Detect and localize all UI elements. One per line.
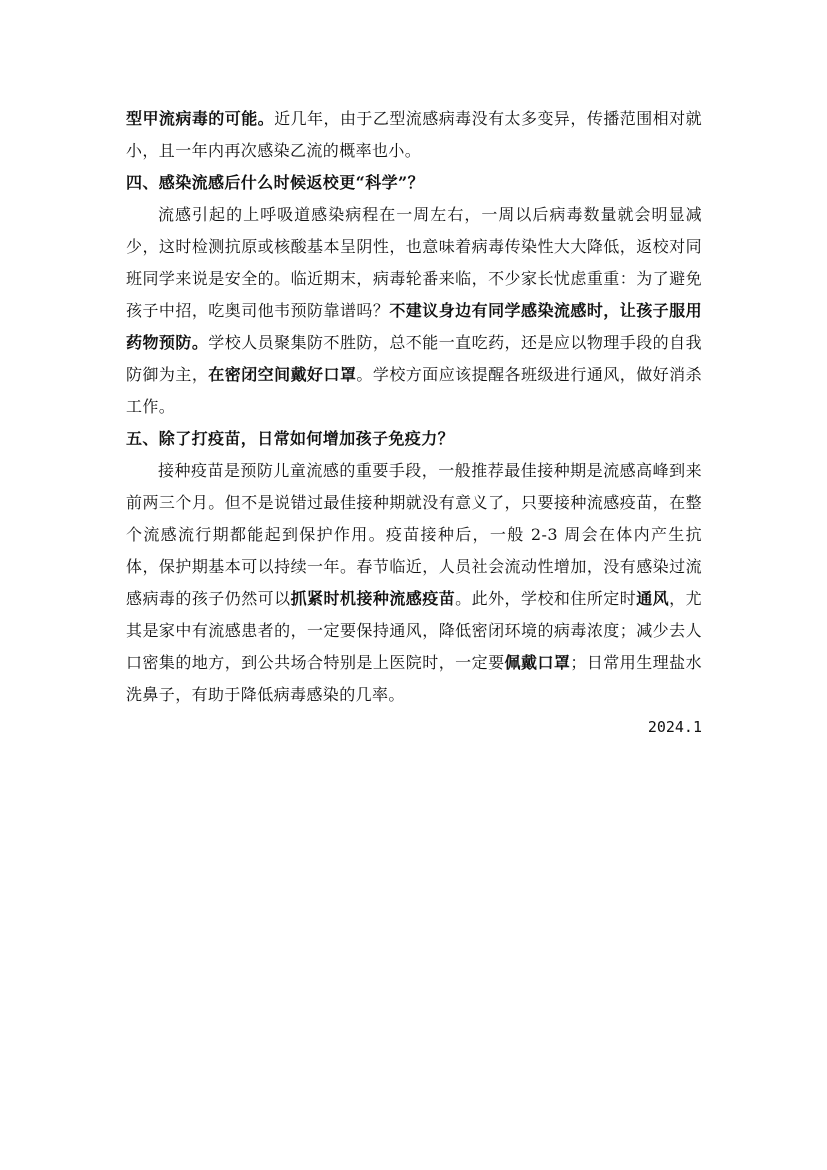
paragraph-text: 。此外，学校和住所定时 [455, 589, 637, 608]
document-date: 2024.1 [647, 718, 702, 736]
paragraph-text: 。学校方面应该提醒各班级进行通风，做好消杀工作。 [126, 365, 702, 416]
document-page [126, 103, 702, 743]
paragraph-text: ；日常用生理盐水洗鼻子，有助于降低病毒感染的几率。 [126, 653, 702, 704]
paragraph-text: 流感引起的上呼吸道感染病程在一周左右，一周以后病毒数量就会明显减少，这时检测抗原或核酸基本呈阴性，也意味着病毒传染性大大降低，返校对同班同学来说是安全的。临近期末，病毒轮番来临，不少家长忧虑重重：为了避免孩子中招，吃奥司他韦预防靠谱吗？ [126, 205, 702, 320]
bold-phrase: 不建议身边有同学感染流感时，让孩子服用药物预防。 [126, 301, 702, 352]
section-5-heading: 五、除了打疫苗，日常如何增加孩子免疫力？ [126, 429, 455, 448]
paragraph-text: 接种疫苗是预防儿童流感的重要手段，一般推荐最佳接种期是流感高峰到来前两三个月。但不是说错过最佳接种期就没有意义了，只要接种流感疫苗，在整个流感流行期都能起到保护作用。疫苗接种后，一般 2-3 周会在体内产生抗体，保护期基本可以持续一年。春节临近，人员社会流动性增加，没有感染过流感病毒的孩子仍然可以 [126, 461, 702, 608]
paragraph-text: ，尤其是家中有流感患者的，一定要保持通风，降低密闭环境的病毒浓度；减少去人口密集的地方，到公共场合特别是上医院时，一定要 [126, 589, 702, 672]
bold-phrase: 通风 [636, 589, 670, 608]
section-4-heading: 四、感染流感后什么时候返校更“科学”？ [126, 173, 425, 192]
continued-paragraph [126, 103, 702, 167]
paragraph-text: 学校人员聚集防不胜防，总不能一直吃药，还是应以物理手段的自我防御为主， [126, 333, 702, 384]
bold-phrase: 佩戴口罩 [504, 653, 571, 672]
bold-phrase: 抓紧时机接种流感疫苗 [290, 589, 456, 608]
paragraph-text: 近几年，由于乙型流感病毒没有太多变异，传播范围相对就小，且一年内再次感染乙流的概率也小。 [126, 109, 703, 160]
bold-phrase: 在密闭空间戴好口罩 [208, 365, 357, 384]
section-4-paragraph [126, 199, 702, 423]
section-5-paragraph [126, 455, 702, 711]
bold-phrase: 型甲流病毒的可能。 [126, 109, 275, 128]
